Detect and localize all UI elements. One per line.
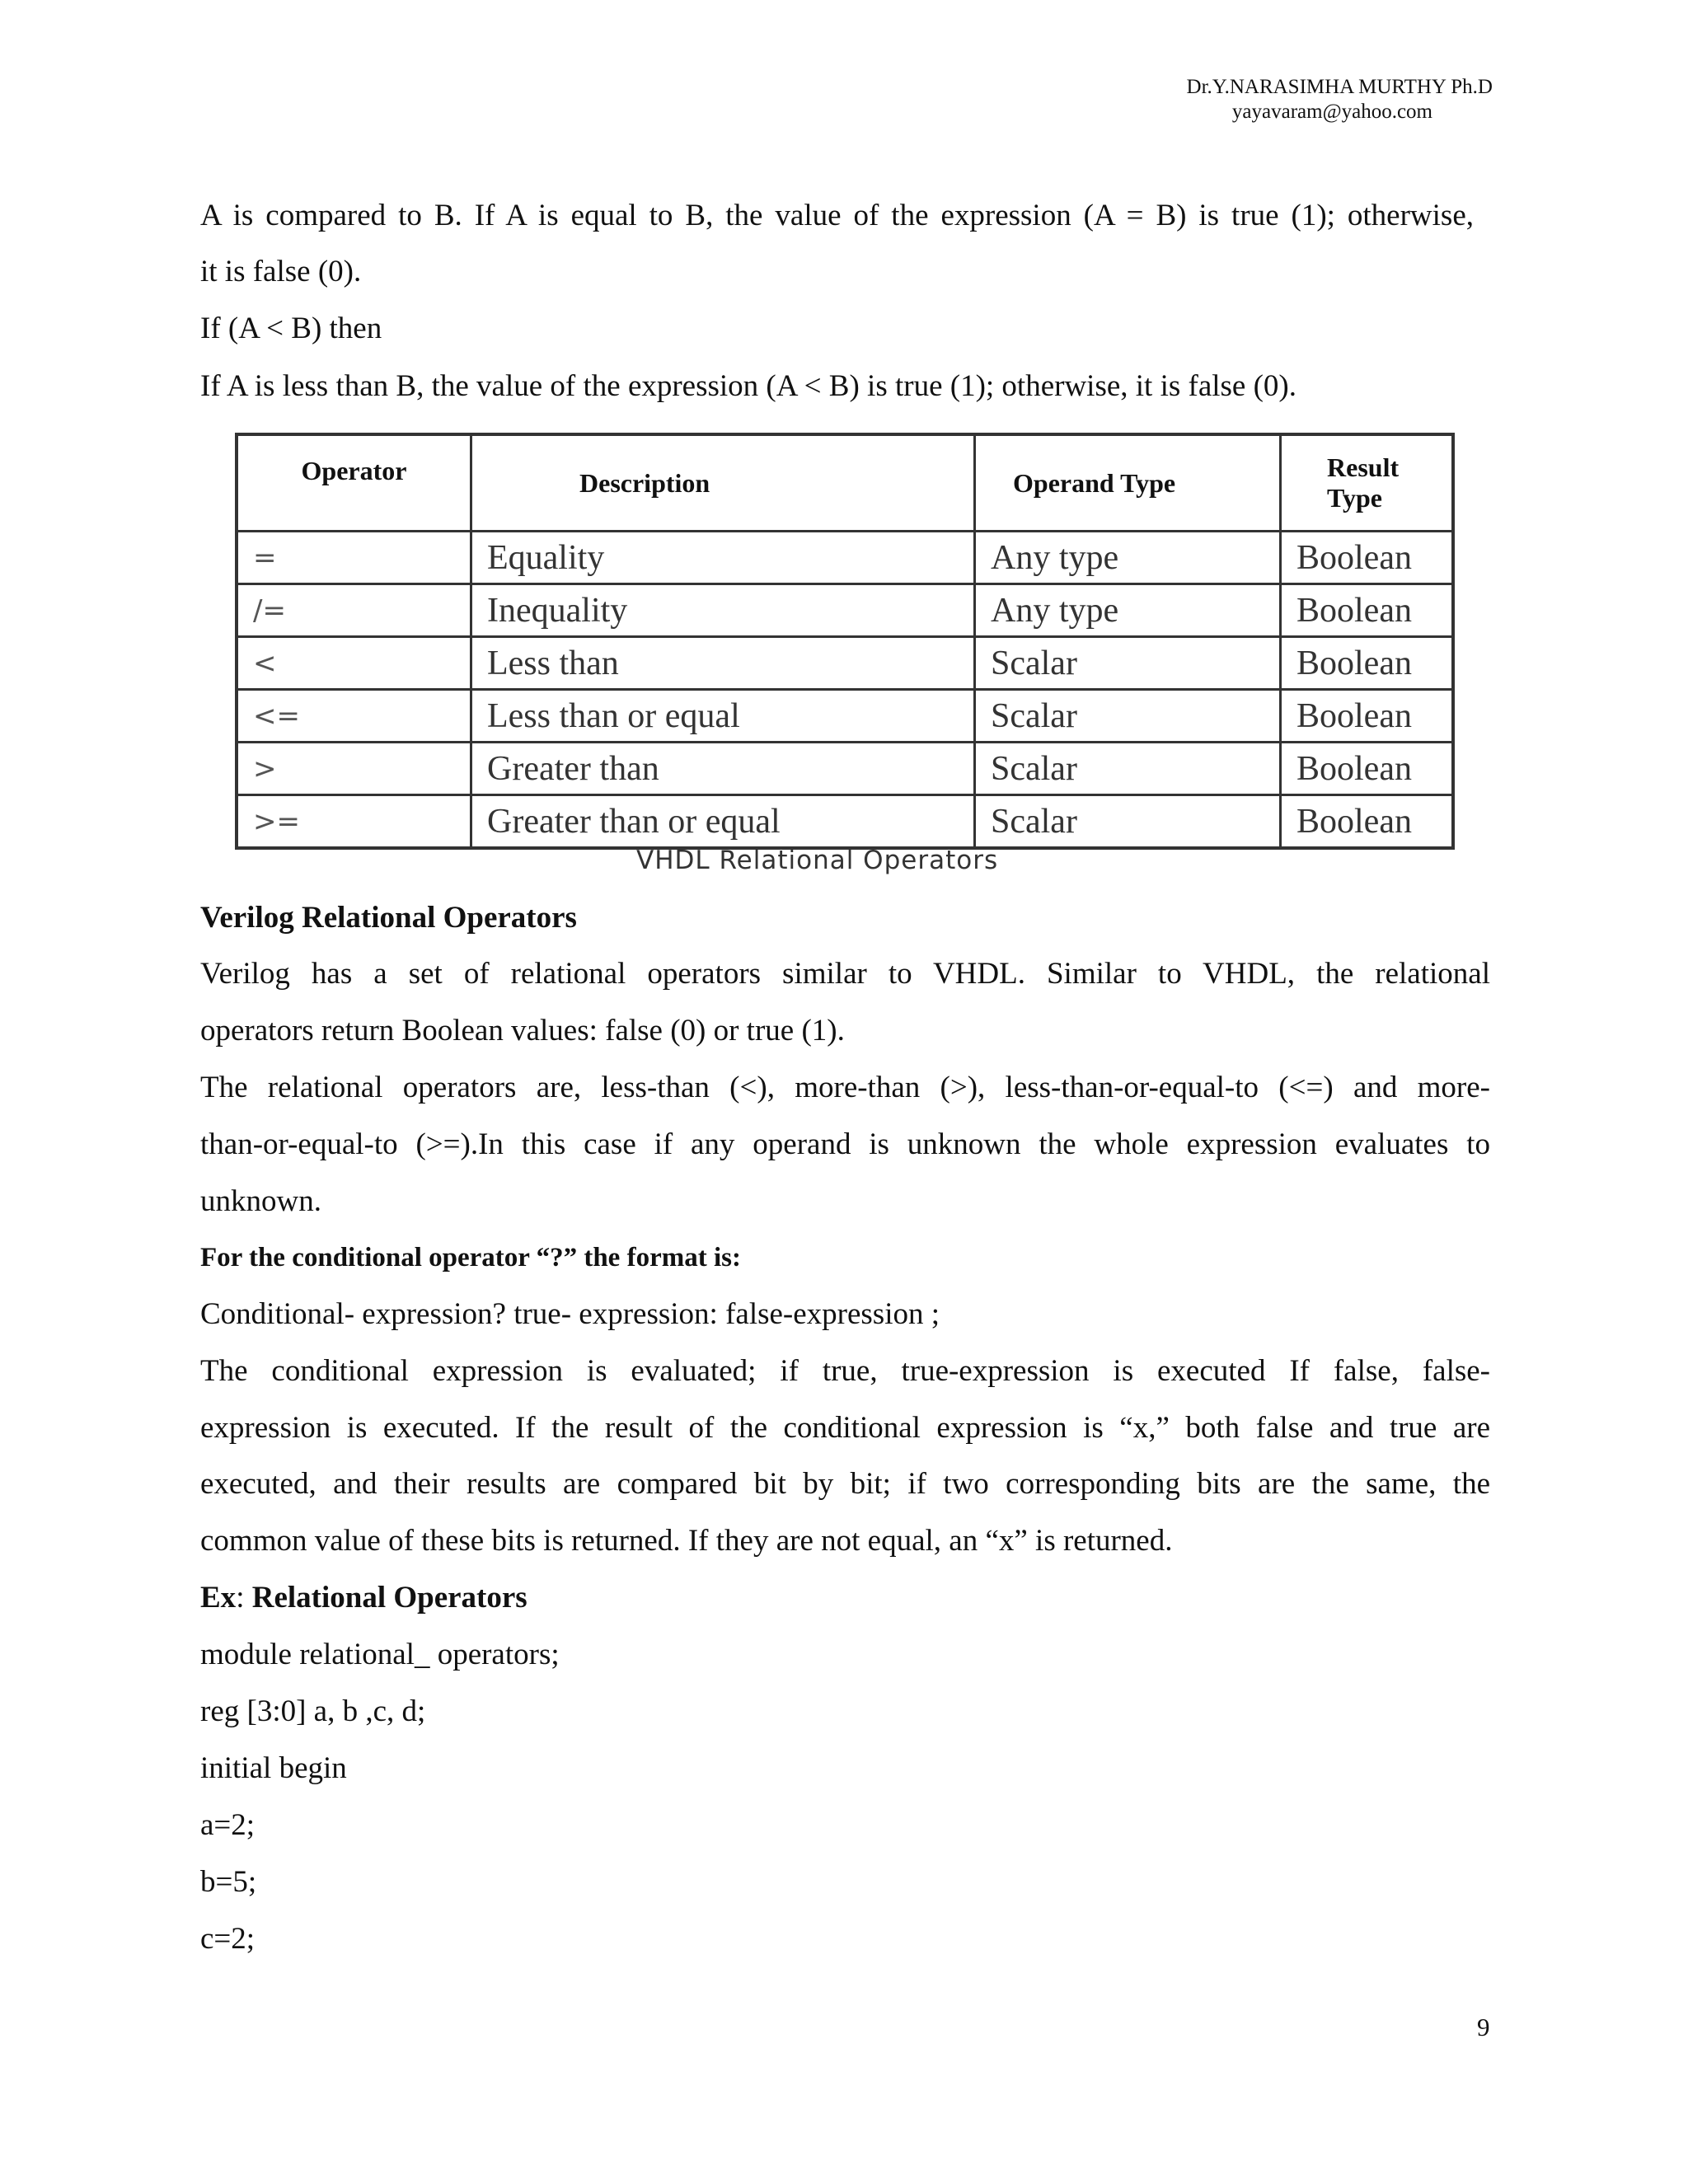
col-header-result-type: Result Type — [1281, 434, 1454, 532]
verilog-p1-line-2: operators return Boolean values: false (0) or true (1). — [200, 1014, 845, 1047]
page-number: 9 — [1477, 2013, 1490, 2041]
table-row — [237, 532, 1453, 584]
operator-cell: >= — [237, 795, 471, 849]
code-line: a=2; — [200, 1808, 256, 1842]
col-header-operator: Operator — [237, 434, 471, 532]
operand-type-cell: Scalar — [975, 743, 1281, 795]
result-type-cell: Boolean — [1281, 795, 1454, 849]
operator-cell: <= — [237, 690, 471, 743]
col-header-operand-type: Operand Type — [975, 434, 1281, 532]
example-heading — [200, 1580, 528, 1615]
operator-cell: /= — [237, 584, 471, 637]
code-line: reg [3:0] a, b ,c, d; — [200, 1694, 426, 1728]
conditional-p-line-3: executed, and their results are compared bit by bit; if two corresponding bits are the same, the — [200, 1467, 1490, 1501]
operator-cell: = — [237, 532, 471, 584]
result-type-cell: Boolean — [1281, 637, 1454, 690]
verilog-p1-line-1: Verilog has a set of relational operators similar to VHDL. Similar to VHDL, the relational — [200, 957, 1490, 991]
conditional-p-line-4: common value of these bits is returned. If they are not equal, an “x” is returned. — [200, 1524, 1173, 1558]
verilog-p2-line-3: unknown. — [200, 1184, 321, 1218]
conditional-p-line-1: The conditional expression is evaluated; if true, true-expression is executed If false, false- — [200, 1354, 1490, 1388]
description-cell: Equality — [471, 532, 975, 584]
table-row — [237, 690, 1453, 743]
description-cell: Inequality — [471, 584, 975, 637]
code-line: module relational_ operators; — [200, 1638, 560, 1671]
result-type-cell: Boolean — [1281, 743, 1454, 795]
conditional-format: Conditional- expression? true- expression: false-expression ; — [200, 1297, 940, 1331]
table-row — [237, 743, 1453, 795]
result-type-cell: Boolean — [1281, 584, 1454, 637]
header-author: Dr.Y.NARASIMHA MURTHY Ph.D — [1186, 76, 1493, 98]
table-row — [237, 795, 1453, 849]
col-header-description: Description — [471, 434, 975, 532]
table-row — [237, 584, 1453, 637]
conditional-heading: For the conditional operator “?” the format is: — [200, 1243, 741, 1272]
operand-type-cell: Scalar — [975, 637, 1281, 690]
vhdl-relational-operators-table — [235, 433, 1455, 850]
conditional-p-line-2: expression is executed. If the result of the conditional expression is “x,” both false and true are — [200, 1411, 1490, 1445]
operator-cell: > — [237, 743, 471, 795]
code-line: c=2; — [200, 1922, 256, 1956]
verilog-p2-line-2: than-or-equal-to (>=).In this case if any operand is unknown the whole expression evaluates to — [200, 1127, 1490, 1161]
example-title: Relational Operators — [251, 1581, 528, 1615]
operand-type-cell: Scalar — [975, 795, 1281, 849]
intro-line-3: If (A < B) then — [200, 312, 382, 345]
table-caption: VHDL Relational Operators — [636, 846, 999, 875]
operand-type-cell: Any type — [975, 532, 1281, 584]
operator-cell: < — [237, 637, 471, 690]
description-cell: Less than or equal — [471, 690, 975, 743]
description-cell: Greater than — [471, 743, 975, 795]
intro-line-2: it is false (0). — [200, 255, 362, 288]
description-cell: Less than — [471, 637, 975, 690]
code-line: b=5; — [200, 1865, 257, 1899]
intro-line-4: If A is less than B, the value of the expression (A < B) is true (1); otherwise, it is false (0). — [200, 369, 1296, 403]
table-row — [237, 637, 1453, 690]
intro-line-1: A is compared to B. If A is equal to B, the value of the expression (A = B) is true (1); otherwise, — [200, 199, 1474, 232]
code-line: initial begin — [200, 1751, 347, 1785]
example-separator: : — [236, 1581, 245, 1615]
result-type-cell: Boolean — [1281, 690, 1454, 743]
result-type-cell: Boolean — [1281, 532, 1454, 584]
operand-type-cell: Any type — [975, 584, 1281, 637]
header-email: yayavaram@yahoo.com — [1231, 101, 1432, 123]
description-cell: Greater than or equal — [471, 795, 975, 849]
verilog-heading: Verilog Relational Operators — [200, 901, 577, 935]
operand-type-cell: Scalar — [975, 690, 1281, 743]
table-header-row — [237, 434, 1453, 532]
example-label: Ex — [200, 1581, 237, 1615]
verilog-p2-line-1: The relational operators are, less-than (<), more-than (>), less-than-or-equal-to (<=) and more- — [200, 1071, 1490, 1104]
